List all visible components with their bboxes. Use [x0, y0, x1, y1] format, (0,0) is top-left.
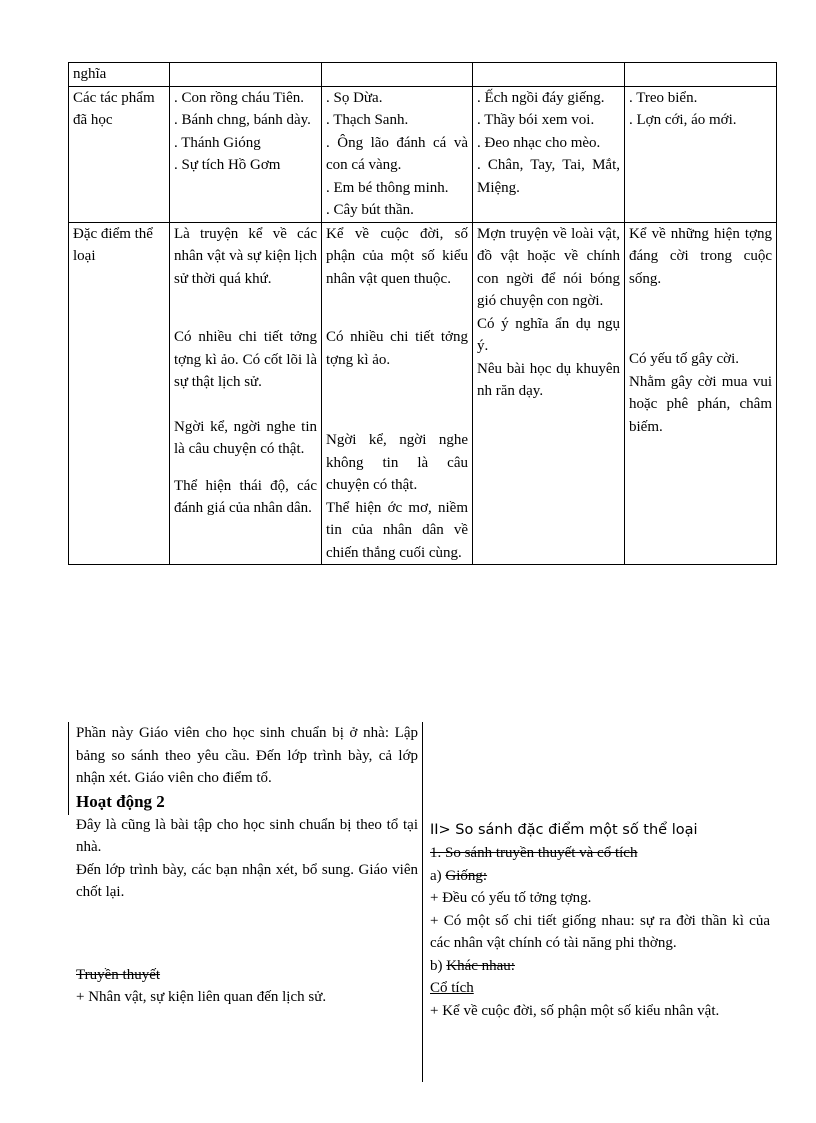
section-heading: II> So sánh đặc điểm một số thể loại [430, 822, 698, 838]
paragraph: Đến lớp trình bày, các bạn nhận xét, bổ sung. Giáo viên chốt lại. [76, 861, 418, 900]
table-cell: . Treo biển. . Lợn cới, áo mới. [625, 86, 777, 222]
column-divider [422, 722, 423, 1082]
label: a) Giống: [430, 867, 488, 884]
row-label: nghĩa [69, 63, 170, 87]
genre-comparison-table [68, 62, 777, 565]
paragraph: Đây là cũng là bài tập cho học sinh chuẩn bị theo tổ tại nhà. [76, 816, 418, 855]
table-cell: Mợn truyện về loài vật, đồ vật hoặc về chính con ngời để nói bóng gió chuyện con ngời. Có ý nghĩa ẩn dụ ngụ ý. Nêu bài học dụ khuyên nh răn dạy. [473, 222, 625, 565]
right-column [430, 818, 770, 1022]
table-cell: Kể về những hiện tợng đáng cời trong cuộc sống. Có yếu tố gây cời. Nhằm gây cời mua vui hoặc phê phán, châm biếm. [625, 222, 777, 565]
label: b) Khác nhau: [430, 957, 515, 974]
sub-heading: Cổ tích [430, 980, 474, 996]
column-divider [68, 722, 69, 815]
table-cell: . Ếch ngồi đáy giếng. . Thầy bói xem voi. . Đeo nhạc cho mèo. . Chân, Tay, Tai, Mắt, Miệng. [473, 86, 625, 222]
lesson-section [68, 722, 772, 1082]
table-cell: . Sọ Dừa. . Thạch Sanh. . Ông lão đánh cá và con cá vàng. . Em bé thông minh. . Cây bút thần. [322, 86, 473, 222]
list-item: + Kể về cuộc đời, số phận một số kiểu nhân vật. [430, 1002, 720, 1019]
table-row [69, 86, 777, 222]
activity-heading: Hoạt động 2 [76, 791, 165, 811]
list-item: + Có một số chi tiết giống nhau: sự ra đời thần kì của các nhân vật chính có tài năng phi thờng. [430, 912, 770, 951]
row-label: Các tác phẩm đã học [69, 86, 170, 222]
table-cell: . Con rồng cháu Tiên. . Bánh chng, bánh dày. . Thánh Gióng . Sự tích Hồ Gơm [170, 86, 322, 222]
table-cell: Kể về cuộc đời, số phận của một số kiểu nhân vật quen thuộc. Có nhiều chi tiết tởng tợng kì ảo. Ngời kể, ngời nghe không tin là câu chuyện có thật. Thể hiện ớc mơ, niềm tin của nhân dân về chiến thắng cuối cùng. [322, 222, 473, 565]
table-row [69, 63, 777, 87]
table-cell: Là truyện kể về các nhân vật và sự kiện lịch sử thời quá khứ. Có nhiều chi tiết tởng tợng kì ảo. Có cốt lõi là sự thật lịch sử. Ngời kể, ngời nghe tin là câu chuyện có thật. Thể hiện thái độ, các đánh giá của nhân dân. [170, 222, 322, 565]
row-label: Đặc điểm thể loại [69, 222, 170, 565]
sub-heading: Truyền thuyết [76, 966, 161, 983]
list-item: + Đều có yếu tố tởng tợng. [430, 890, 592, 906]
intro-text: Phần này Giáo viên cho học sinh chuẩn bị ở nhà: Lập bảng so sánh theo yêu cầu. Đến lớp trình bày, cả lớp nhận xét. Giáo viên cho điểm tổ. [76, 725, 418, 786]
sub-heading: 1. So sánh truyền thuyết và cổ tích [430, 845, 638, 861]
list-item: + Nhân vật, sự kiện liên quan đến lịch sử. [76, 989, 327, 1005]
table-row [69, 222, 777, 565]
left-column [76, 722, 418, 1009]
